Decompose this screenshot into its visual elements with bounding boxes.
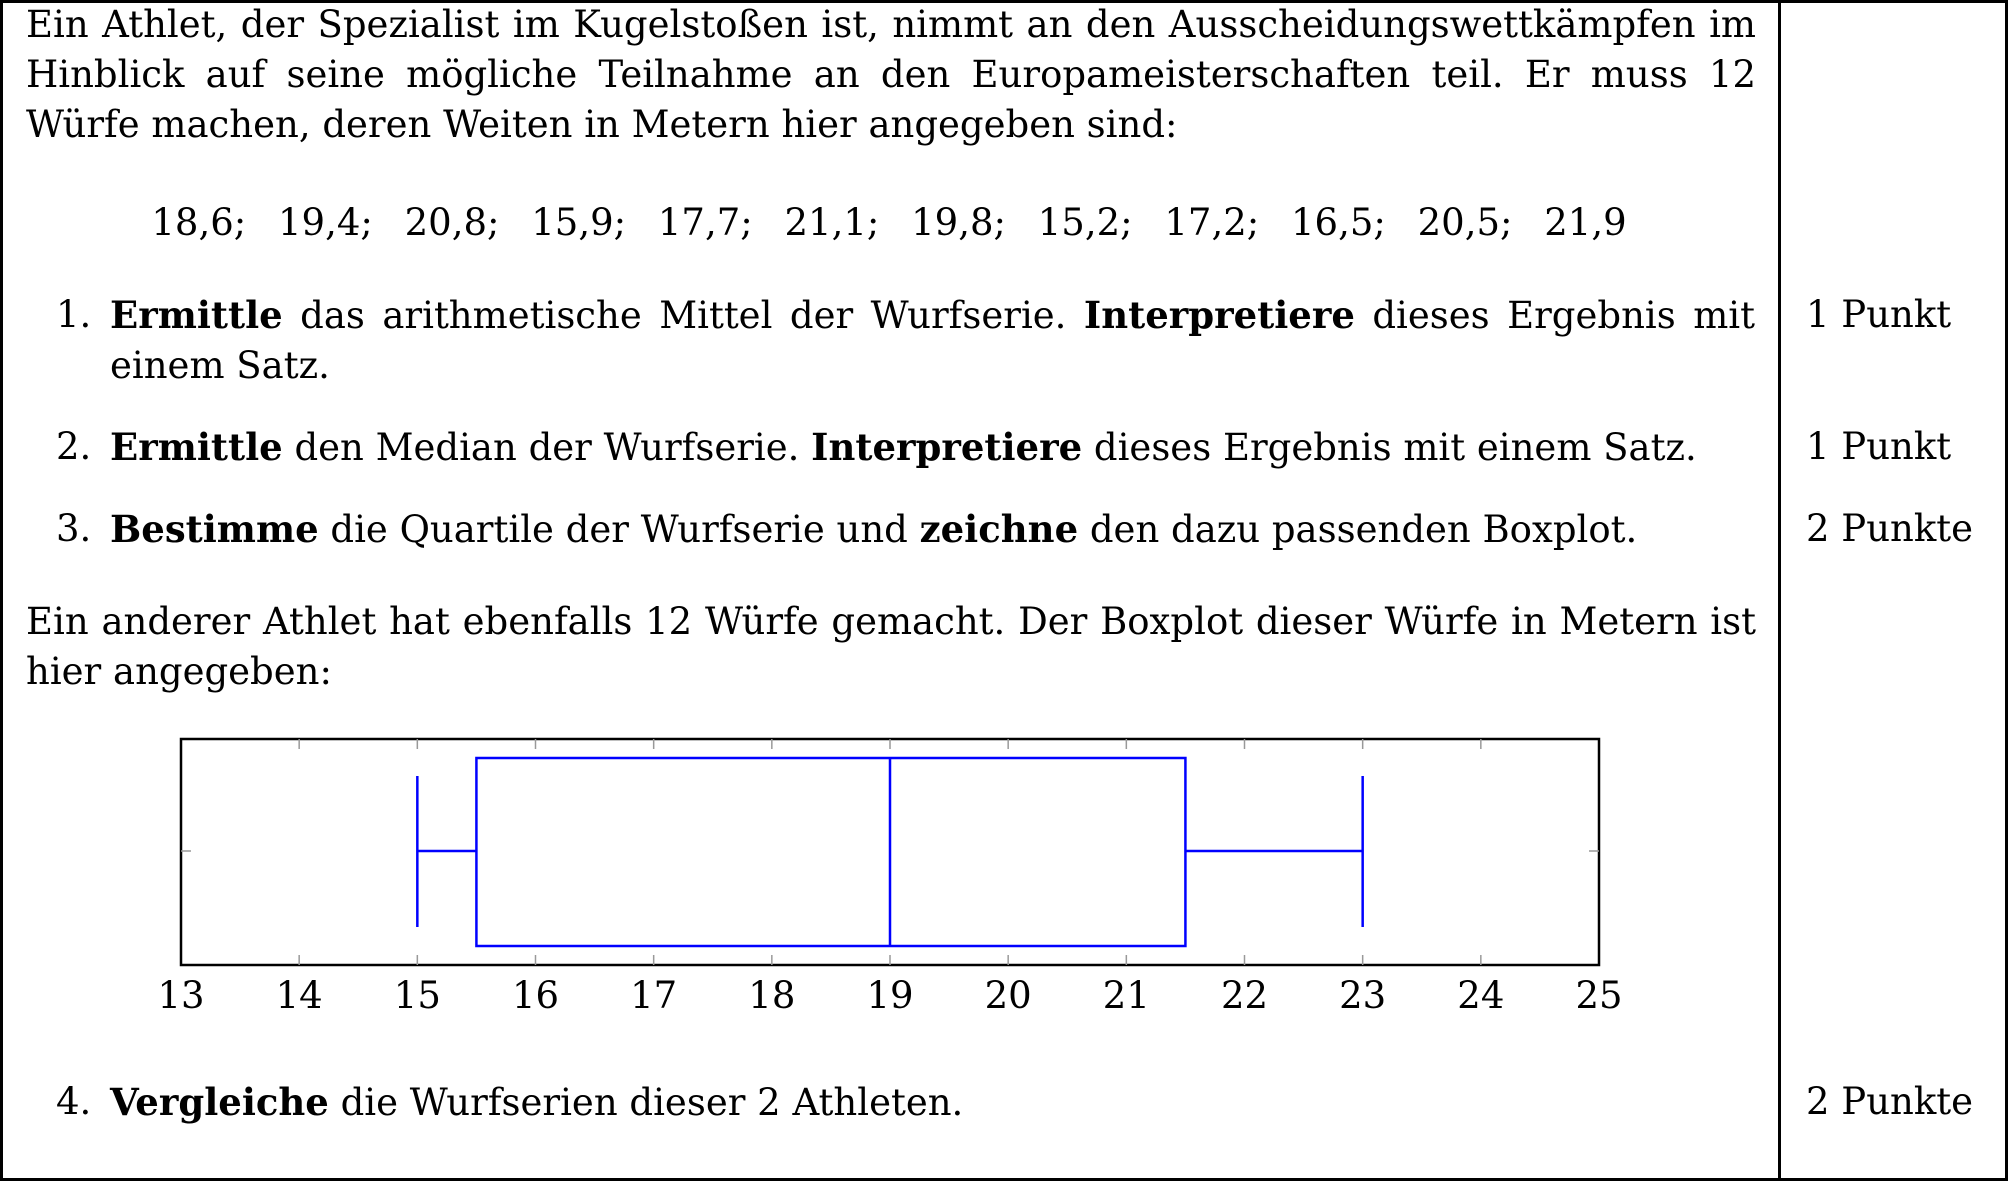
- throw-value: 15,9;: [531, 201, 627, 244]
- throw-value: 21,1;: [784, 201, 880, 244]
- x-tick-label: 18: [748, 974, 796, 1017]
- task-text: den Median der Wurfserie.: [282, 426, 812, 469]
- iqr-box: [476, 758, 1185, 946]
- axis-labels: [157, 974, 1622, 1017]
- x-tick-label: 21: [1102, 974, 1150, 1017]
- task-verb: Interpretiere: [811, 425, 1083, 469]
- box-elements: [417, 758, 1362, 946]
- throw-value: 17,7;: [657, 201, 753, 244]
- task-text: den dazu passenden Boxplot.: [1078, 508, 1638, 551]
- task-number: 2.: [56, 425, 92, 468]
- x-tick-label: 15: [393, 974, 441, 1017]
- x-tick-label: 14: [275, 974, 323, 1017]
- throw-value: 15,2;: [1037, 201, 1133, 244]
- x-tick-label: 13: [157, 974, 205, 1017]
- task-text: das arithmetische Mittel der Wurfserie.: [282, 294, 1084, 337]
- second-intro-paragraph: Ein anderer Athlet hat ebenfalls 12 Würfe gemacht. Der Boxplot dieser Würfe in Metern ist hier angegeben:: [26, 600, 1756, 693]
- x-tick-label: 16: [511, 974, 560, 1017]
- task-verb: Ermittle: [110, 293, 283, 337]
- throw-value: 19,8;: [911, 201, 1006, 244]
- task-number: 4.: [56, 1080, 92, 1123]
- task-verb: Interpretiere: [1083, 293, 1355, 337]
- task-number: 3.: [56, 507, 92, 550]
- x-tick-label: 19: [866, 974, 914, 1017]
- throw-value: 19,4;: [277, 201, 373, 244]
- throw-value: 21,9: [1544, 201, 1627, 244]
- task-text: die Quartile der Wurfserie und: [318, 508, 920, 551]
- throw-value: 18,6;: [151, 201, 247, 244]
- task-verb: Vergleiche: [110, 1080, 329, 1124]
- throw-value: 20,8;: [404, 201, 500, 244]
- task-number: 1.: [56, 293, 92, 336]
- task-4-points: 2 Punkte: [1806, 1080, 1974, 1123]
- task-2-points: 1 Punkt: [1806, 425, 1952, 468]
- throw-value: 16,5;: [1290, 201, 1386, 244]
- task-verb: Ermittle: [110, 425, 283, 469]
- task-1-points: 1 Punkt: [1806, 293, 1952, 336]
- task-text: dieses Ergebnis mit einem Satz.: [110, 294, 1755, 387]
- task-verb: Bestimme: [110, 507, 319, 551]
- task-text: dieses Ergebnis mit einem Satz.: [1082, 426, 1697, 469]
- intro-paragraph: Ein Athlet, der Spezialist im Kugelstoßen ist, nimmt an den Ausscheidungswettkämpfen im Hinblick auf seine mögliche Teilnahme an den Europameisterschaften teil. Er muss 12 Würfe machen, deren Weiten in Metern hier angegeben sind:: [26, 3, 1756, 146]
- task-text: die Wurfserien dieser 2 Athleten.: [328, 1081, 964, 1124]
- x-tick-label: 23: [1339, 974, 1387, 1017]
- x-tick-label: 25: [1575, 974, 1623, 1017]
- x-tick-label: 22: [1220, 974, 1269, 1017]
- task-verb: zeichne: [919, 507, 1079, 551]
- task-4-text: [110, 1077, 1755, 1128]
- task-3-points: 2 Punkte: [1806, 507, 1974, 550]
- x-tick-label: 20: [984, 974, 1032, 1017]
- x-tick-label: 17: [630, 974, 678, 1017]
- throw-value: 17,2;: [1164, 201, 1260, 244]
- x-tick-label: 24: [1457, 974, 1505, 1017]
- throw-value: 20,5;: [1417, 201, 1513, 244]
